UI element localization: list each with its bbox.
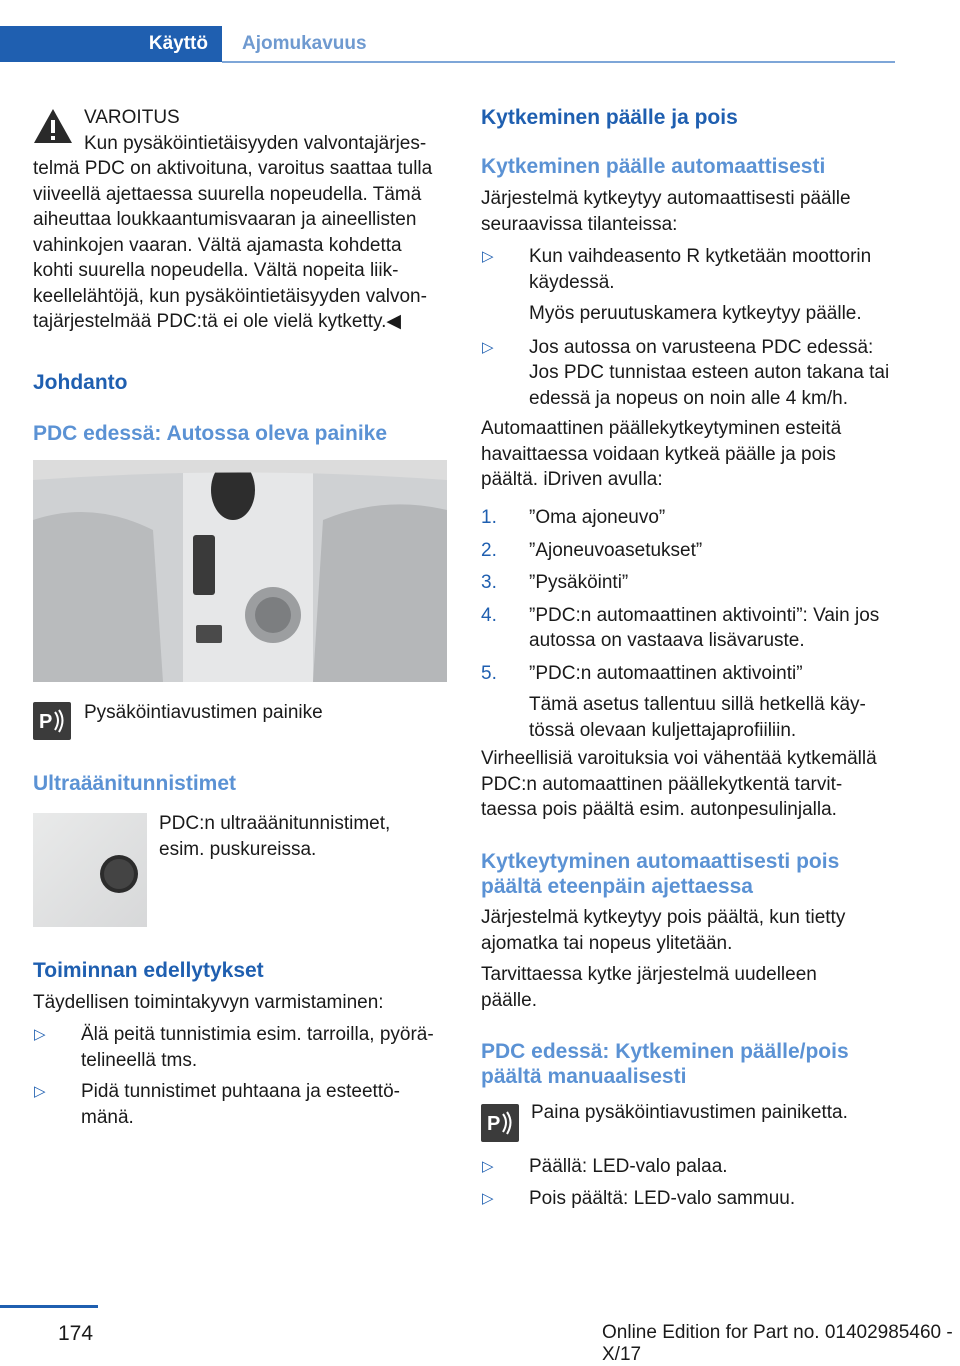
parking-assist-icon — [33, 702, 71, 740]
auto-off-text-line-0: Automaattinen päällekytkeytyminen esteitä — [481, 418, 842, 439]
triangle-bullet-icon: ▷ — [482, 338, 494, 356]
list-item — [481, 1154, 911, 1180]
warning-line-2: viiveellä ajettaessa suurella nopeudella. Tämä — [33, 183, 422, 205]
list-item — [33, 1079, 453, 1130]
false-warning-line-0: Virheellisiä varoituksia voi vähentää kytkemällä — [481, 748, 877, 769]
auto-on-intro — [481, 186, 911, 237]
footer-rule — [0, 1305, 98, 1308]
list-item-line: Pois päältä: LED-valo sammuu. — [529, 1187, 796, 1209]
sensor-text-line-0: PDC:n ultraäänitunnistimet, — [159, 813, 391, 834]
warning-icon — [32, 107, 74, 145]
list-item-line: telineellä tms. — [81, 1049, 198, 1071]
list-item — [481, 505, 911, 531]
step-number: 5. — [481, 662, 497, 684]
auto-on-list — [481, 244, 911, 411]
false-warning-line-2: taessa pois päältä esim. autonpesulinjalla. — [481, 799, 837, 820]
heading-auto-off-line-1: päältä eteenpäin ajettaessa — [481, 875, 753, 898]
svg-text:P: P — [487, 1113, 501, 1135]
manual-instruction: Paina pysäköintiavustimen painiketta. — [531, 1102, 848, 1123]
sensor-text-line-1: esim. puskureissa. — [159, 838, 317, 860]
sensor-photo — [33, 813, 147, 927]
list-item-line: edessä ja nopeus on noin alle 4 km/h. — [529, 387, 848, 409]
list-item-line: Älä peitä tunnistimia esim. tarroilla, pyörä- — [81, 1024, 434, 1045]
list-item — [481, 661, 911, 744]
header-rule — [222, 61, 895, 63]
warning-line-5: kohti suurella nopeudella. Vältä nopeita liik- — [33, 260, 399, 281]
list-item-line: Päällä: LED-valo palaa. — [529, 1156, 728, 1177]
heading-manual-line-0: PDC edessä: Kytkeminen päälle/pois — [481, 1040, 849, 1063]
warning-line-6: keellelähtöjä, kun pysäköintietäisyyden valvon- — [33, 285, 427, 307]
list-item-line: Pidä tunnistimet puhtaana ja esteettö- — [81, 1081, 400, 1102]
list-item-line: Jos PDC tunnistaa esteen auton takana tai — [529, 362, 890, 383]
auto-off-text — [481, 416, 911, 493]
list-item-line: autossa on vastaava lisävaruste. — [529, 630, 805, 651]
heading-manual-line-1: päältä manuaalisesti — [481, 1065, 687, 1088]
heading-auto-off — [481, 849, 911, 899]
reactivate-line-0: Tarvittaessa kytke järjestelmä uudelleen — [481, 964, 817, 985]
list-item-line: mänä. — [81, 1106, 134, 1128]
triangle-bullet-icon: ▷ — [34, 1026, 46, 1043]
sensor-illustration — [33, 813, 147, 927]
list-item-line: Kun vaihdeasento R kytketään moottorin — [529, 246, 872, 267]
heading-pdc-front-button: PDC edessä: Autossa oleva painike — [33, 422, 388, 445]
tab-kaytto: Käyttö — [0, 26, 222, 62]
list-item-line: ”PDC:n automaattinen aktivointi” — [529, 662, 803, 684]
tab-ajomukavuus: Ajomukavuus — [242, 33, 367, 54]
auto-off-para-line-0: Järjestelmä kytkeytyy pois päältä, kun tietty — [481, 907, 846, 928]
step-number: 3. — [481, 572, 497, 593]
heading-auto-off-line-0: Kytkeytyminen automaattisesti pois — [481, 850, 840, 873]
list-item-line: Jos autossa on varusteena PDC edessä: — [529, 336, 874, 358]
false-warning-line-1: PDC:n automaattinen päällekytkentä tarvit- — [481, 773, 843, 795]
step-number: 1. — [481, 507, 497, 528]
list-item — [481, 538, 911, 564]
triangle-bullet-icon: ▷ — [34, 1083, 46, 1100]
list-item — [33, 1022, 453, 1073]
sensor-text — [159, 811, 449, 862]
auto-off-paragraph — [481, 905, 911, 956]
list-item — [481, 1186, 911, 1212]
step-number: 4. — [481, 604, 497, 626]
warning-line-0: Kun pysäköintietäisyyden valvontajärjes- — [84, 133, 427, 154]
heading-sensors: Ultraäänitunnistimet — [33, 772, 237, 795]
heading-on-off: Kytkeminen päälle ja pois — [481, 106, 738, 129]
requirements-intro: Täydellisen toimintakyvyn varmistaminen: — [33, 992, 384, 1013]
auto-off-para-line-1: ajomatka tai nopeus ylitetään. — [481, 932, 733, 954]
page-number: 174 — [58, 1322, 94, 1345]
auto-on-intro-line-0: Järjestelmä kytkeytyy automaattisesti päälle — [481, 188, 851, 209]
triangle-bullet-icon: ▷ — [482, 248, 494, 265]
list-item-line: tössä olevaan kuljettajaprofiiliin. — [529, 719, 797, 741]
auto-off-text-line-1: havaittaessa voidaan kytkeä päälle ja pois — [481, 443, 836, 465]
idrive-steps — [481, 505, 911, 743]
parking-assist-icon — [481, 1104, 519, 1142]
svg-text:P: P — [39, 711, 53, 733]
list-item — [481, 244, 911, 327]
list-item-line: ”PDC:n automaattinen aktivointi”: Vain jos — [529, 604, 880, 626]
warning-line-4: vahinkojen vaaran. Vältä ajamasta kohdetta — [33, 234, 402, 256]
false-warning-text — [481, 746, 911, 823]
heading-auto-on: Kytkeminen päälle automaattisesti — [481, 155, 826, 178]
reactivate-line-1: päälle. — [481, 989, 537, 1011]
list-item-line: ”Ajoneuvoasetukset” — [529, 539, 703, 561]
warning-body — [33, 156, 453, 335]
auto-off-text-line-2: päältä. iDriven avulla: — [481, 469, 663, 490]
list-item-line: ”Oma ajoneuvo” — [529, 507, 666, 528]
edition-note: Online Edition for Part no. 01402985460 - X/17 — [602, 1322, 953, 1365]
caption-parking-button: Pysäköintiavustimen painike — [84, 702, 323, 723]
triangle-bullet-icon: ▷ — [482, 1189, 494, 1207]
list-item-line: Myös peruutuskamera kytkeytyy päälle. — [529, 303, 862, 324]
warning-line-7: tajärjestelmää PDC:tä ei ole vielä kytketty.◀ — [33, 311, 402, 332]
list-item-line: käydessä. — [529, 271, 615, 293]
console-illustration — [33, 460, 447, 682]
heading-johdanto: Johdanto — [33, 371, 128, 394]
reactivate-paragraph — [481, 962, 911, 1013]
list-item-line: Tämä asetus tallentuu sillä hetkellä käy- — [529, 694, 866, 715]
console-photo — [33, 460, 447, 682]
list-item — [481, 603, 911, 654]
list-item — [481, 570, 911, 596]
list-item-line: ”Pysäköinti” — [529, 572, 629, 593]
led-list — [481, 1154, 911, 1211]
requirements-list — [33, 1022, 453, 1130]
warning-line-1: telmä PDC on aktivoituna, varoitus saattaa tulla — [33, 158, 433, 179]
list-item — [481, 335, 911, 412]
auto-on-intro-line-1: seuraavissa tilanteissa: — [481, 213, 678, 235]
step-number: 2. — [481, 539, 497, 561]
warning-line-3: aiheuttaa loukkaantumisvaaran ja aineellisten — [33, 209, 417, 230]
heading-requirements: Toiminnan edellytykset — [33, 959, 264, 982]
heading-manual — [481, 1039, 911, 1089]
triangle-bullet-icon: ▷ — [482, 1158, 494, 1175]
warning-title: VAROITUS — [84, 107, 180, 128]
